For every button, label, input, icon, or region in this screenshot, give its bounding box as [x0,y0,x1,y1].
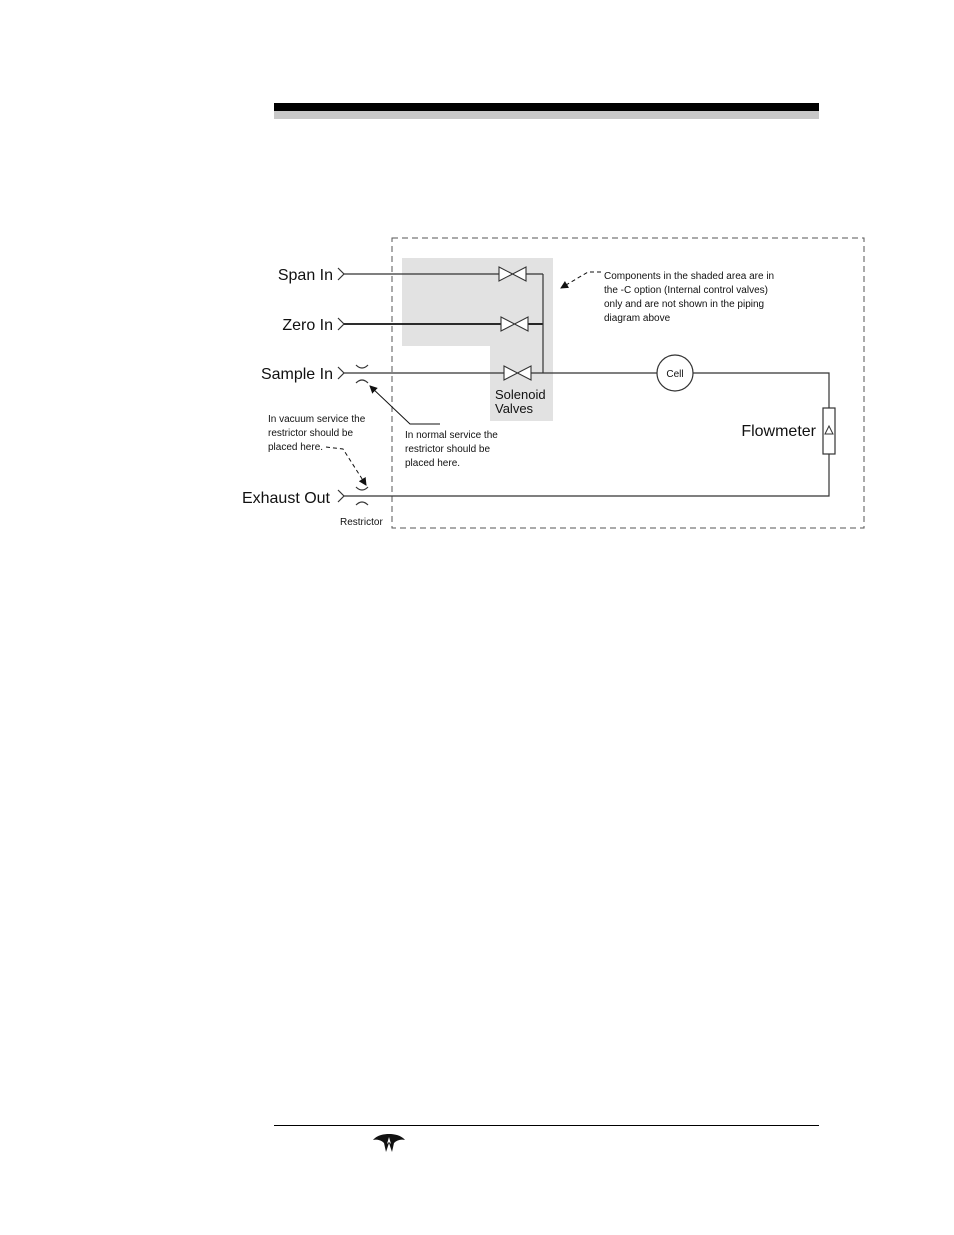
solenoid-label-line1: Solenoid [495,387,546,402]
normal-note-line3: placed here. [405,458,461,469]
normal-note-line2: restrictor should be [405,444,491,455]
span-inlet-chevron [338,268,344,280]
sample-restrictor-bottom-icon [356,380,368,383]
sample-restrictor-top-icon [356,365,368,368]
zero-inlet-chevron [338,318,344,330]
shaded-note-arrow [561,272,601,288]
exhaust-restrictor-bottom-icon [356,502,368,505]
vacuum-note-line2: restrictor should be [268,428,354,439]
zero-in-label: Zero In [282,317,333,334]
vacuum-note-line3: placed here. [268,442,324,453]
vacuum-note-arrow [326,447,366,485]
vacuum-note-line1: In vacuum service the [268,414,366,425]
sample-inlet-chevron [338,367,344,379]
solenoid-label-line2: Valves [495,401,534,416]
sample-in-label: Sample In [260,366,333,383]
normal-note-arrow [370,386,440,424]
flowmeter-icon [823,408,835,454]
cell-to-flowmeter-line [693,373,829,408]
restrictor-label: Restrictor [340,517,383,528]
cell-label: Cell [666,369,684,380]
shaded-note-line2: the -C option (Internal control valves) [604,285,768,296]
span-in-label: Span In [277,267,333,284]
teledyne-logo-icon [372,1131,406,1153]
shaded-note-line1: Components in the shaded area are in [604,271,775,282]
shaded-note-line4: diagram above [604,313,671,324]
footer-rule [274,1125,819,1126]
normal-note-line1: In normal service the [405,430,498,441]
shaded-note-line3: only and are not shown in the piping [604,299,765,310]
exhaust-outlet-chevron [338,490,344,502]
exhaust-out-label: Exhaust Out [241,490,330,507]
exhaust-restrictor-top-icon [356,487,368,490]
flowmeter-label: Flowmeter [741,423,816,440]
